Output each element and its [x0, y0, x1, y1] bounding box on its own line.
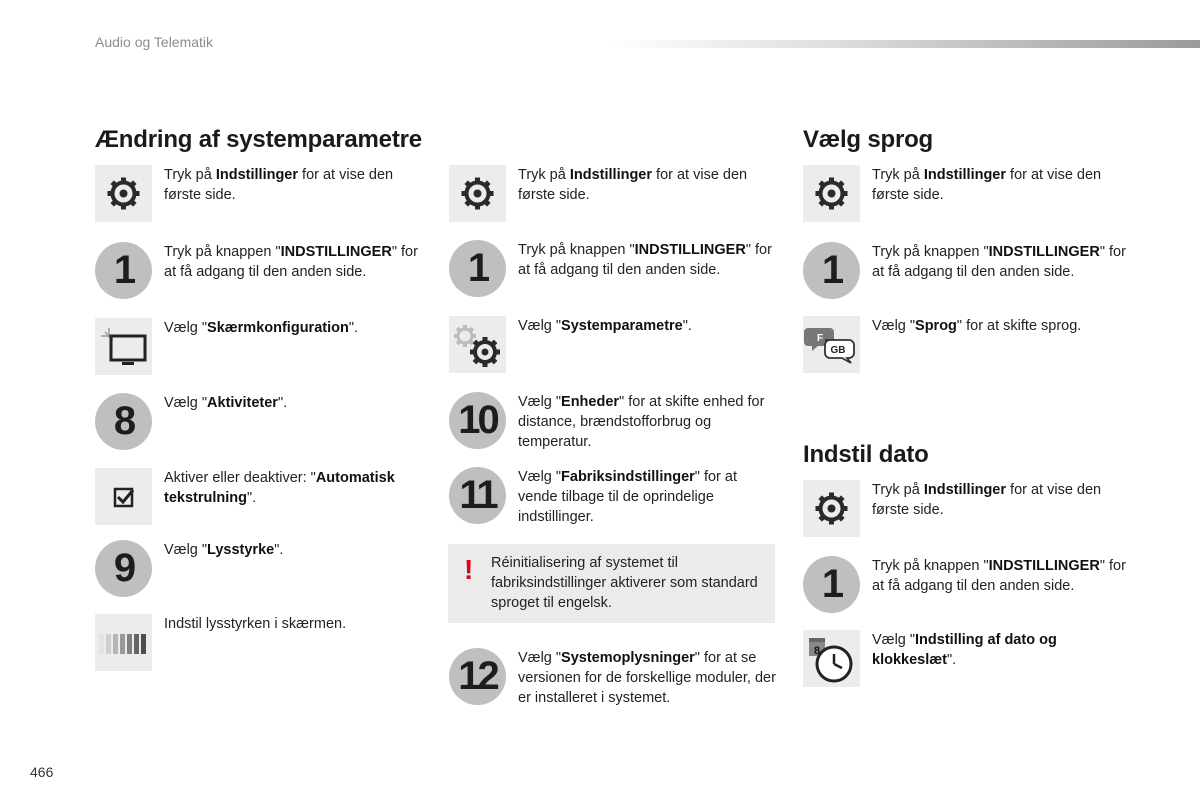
gear-icon	[449, 165, 506, 222]
screen-config-icon	[95, 318, 152, 375]
step-number-badge: 1	[803, 556, 860, 613]
step-text: Vælg "Enheder" for at skifte enhed for distance, brændstofforbrug og temperatur.	[518, 394, 765, 450]
step-item	[803, 242, 1133, 302]
svg-text:GB: GB	[830, 345, 846, 356]
page-number: 466	[30, 764, 54, 780]
step-text: Tryk på Indstillinger for at vise den første side.	[518, 167, 748, 203]
header-gradient-bar	[608, 40, 1200, 48]
step-number-badge: 1	[95, 242, 152, 299]
section-title-language: Vælg sprog	[803, 126, 934, 153]
step-number-badge: 11	[449, 467, 506, 524]
step-number-badge: 9	[95, 540, 152, 597]
step-number-badge: 8	[95, 393, 152, 450]
step-text: Vælg "Fabriksindstillinger" for at vende tilbage til de oprindelige indstillinger.	[518, 469, 737, 525]
gear-icon	[803, 480, 860, 537]
language-icon	[803, 316, 860, 373]
step-item	[95, 242, 425, 302]
step-number-badge: 12	[449, 648, 506, 705]
step-text: Tryk på Indstillinger for at vise den første side.	[164, 167, 394, 203]
step-text: Vælg "Systemoplysninger" for at se versionen for de forskellige moduler, der er installeret i systemet.	[518, 650, 776, 706]
step-number-badge: 10	[449, 392, 506, 449]
step-item	[95, 468, 425, 528]
brightness-icon	[95, 614, 152, 671]
step-item	[95, 614, 425, 674]
running-header: Audio og Telematik	[95, 34, 214, 50]
checkbox-icon	[95, 468, 152, 525]
step-item	[803, 165, 1133, 225]
step-text: Vælg "Indstilling af dato og klokkeslæt".	[872, 632, 1057, 668]
step-item	[95, 393, 425, 453]
step-text: Indstil lysstyrken i skærmen.	[164, 616, 347, 632]
step-item	[803, 556, 1133, 616]
step-item	[449, 316, 779, 376]
step-number-badge: 1	[803, 242, 860, 299]
step-item	[95, 165, 425, 225]
step-text: Vælg "Lysstyrke".	[164, 542, 284, 558]
step-text: Tryk på Indstillinger for at vise den første side.	[872, 482, 1102, 518]
step-item	[95, 540, 425, 600]
step-number-badge: 1	[449, 240, 506, 297]
step-item	[449, 165, 779, 225]
step-item	[449, 467, 779, 527]
step-text: Tryk på knappen "INDSTILLINGER" for at få adgang til den anden side.	[518, 242, 772, 278]
step-text: Tryk på knappen "INDSTILLINGER" for at få adgang til den anden side.	[872, 244, 1126, 280]
svg-text:8: 8	[813, 645, 821, 657]
step-text: Tryk på knappen "INDSTILLINGER" for at få adgang til den anden side.	[872, 558, 1126, 594]
step-item	[803, 316, 1133, 376]
step-text: Vælg "Skærmkonfiguration".	[164, 320, 359, 336]
step-item	[449, 392, 779, 452]
gear-icon	[803, 165, 860, 222]
step-item	[449, 648, 779, 708]
step-text: Tryk på Indstillinger for at vise den første side.	[872, 167, 1102, 203]
step-item	[449, 240, 779, 300]
warning-text: Réinitialisering af systemet til fabriksindstillinger aktiverer som standard sproget til engelsk.	[491, 555, 758, 611]
svg-text:F: F	[816, 333, 824, 344]
step-item	[803, 480, 1133, 540]
step-text: Vælg "Sprog" for at skifte sprog.	[872, 318, 1082, 334]
gear-icon	[95, 165, 152, 222]
warning-icon: !	[464, 554, 474, 585]
section-title-date: Indstil dato	[803, 441, 929, 468]
date-clock-icon	[803, 630, 860, 687]
system-parameters-icon	[449, 316, 506, 373]
step-text: Aktiver eller deaktiver: "Automatisk tekstrulning".	[164, 470, 395, 506]
step-item	[803, 630, 1133, 690]
step-text: Tryk på knappen "INDSTILLINGER" for at få adgang til den anden side.	[164, 244, 418, 280]
step-text: Vælg "Aktiviteter".	[164, 395, 288, 411]
warning-box	[448, 544, 775, 623]
step-item	[95, 318, 425, 378]
step-text: Vælg "Systemparametre".	[518, 318, 692, 334]
section-title-system-parameters: Ændring af systemparametre	[95, 126, 422, 153]
